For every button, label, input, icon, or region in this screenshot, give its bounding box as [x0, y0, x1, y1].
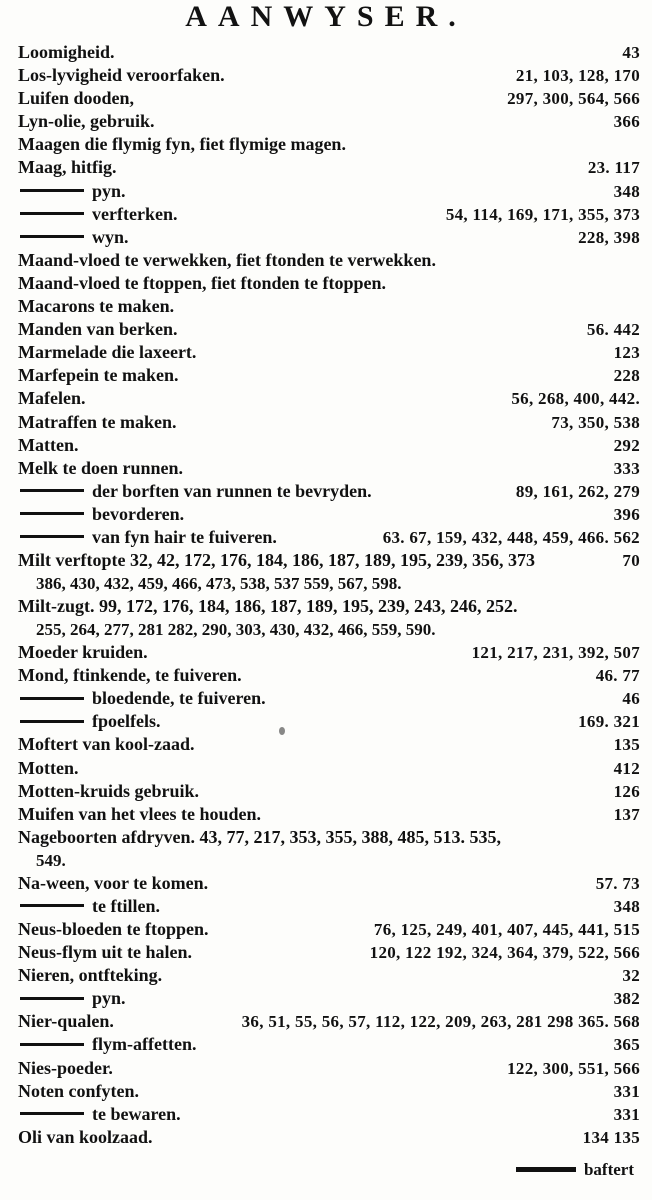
entry-label: [18, 549, 535, 572]
index-entry: [18, 457, 640, 480]
entry-pages: 348: [613, 896, 640, 916]
entry-pages: 120, 122 192, 324, 364, 379, 522, 566: [369, 943, 640, 963]
entry-label: [18, 434, 78, 457]
entry-label-text: bloedende, te fuiveren.: [92, 688, 266, 709]
entry-label: [18, 757, 78, 780]
entry-pages: 56, 268, 400, 442.: [511, 389, 640, 409]
entry-label-text: Nageboorten afdryven. 43, 77, 217, 353, 355, 388, 485, 513. 535,: [18, 826, 501, 847]
index-entry: [18, 918, 640, 941]
index-entry: [18, 272, 640, 295]
entry-pages: 54, 114, 169, 171, 355, 373: [445, 204, 640, 224]
ditto-dash: [20, 1043, 84, 1046]
entry-pages: 70: [622, 551, 640, 571]
entry-label: [18, 826, 501, 849]
entry-label: [18, 1010, 114, 1033]
index-entry: [18, 133, 640, 156]
index-entry: [18, 826, 640, 872]
entry-label: [18, 156, 117, 179]
ditto-dash: [20, 997, 84, 1000]
index-entry: [18, 203, 640, 226]
entry-pages: 23. 117: [587, 158, 640, 178]
entry-label: [18, 1057, 113, 1080]
entry-label: [18, 1126, 153, 1149]
entry-label: [20, 1033, 196, 1056]
entry-pages: 32: [622, 966, 640, 986]
entry-label-text: Motten-kruids gebruik.: [18, 780, 200, 801]
entry-pages: 396: [613, 504, 640, 524]
entry-label-text: pyn.: [92, 180, 126, 201]
entry-label: [18, 872, 208, 895]
index-entry: [18, 341, 640, 364]
entry-pages: 134 135: [582, 1127, 640, 1147]
entry-pages: 56. 442: [586, 320, 640, 340]
index-entry: [18, 387, 640, 410]
entry-label: [18, 41, 115, 64]
entry-label-text: Matten.: [18, 434, 79, 455]
index-entry: [18, 964, 640, 987]
index-entry: [18, 364, 640, 387]
entry-label-text: Maagen die flymig fyn, fiet flymige magen.: [18, 134, 346, 155]
entry-label: [18, 295, 174, 318]
entry-label: [18, 733, 194, 756]
index-entry: [18, 664, 640, 687]
entry-label-text: Matraffen te maken.: [18, 411, 177, 432]
entry-label-text: Loomigheid.: [18, 42, 115, 62]
entry-label-text: Los-lyvigheid veroorfaken.: [18, 65, 225, 86]
entry-pages: 73, 350, 538: [551, 412, 640, 432]
entry-pages: 63. 67, 159, 432, 448, 459, 466. 562: [382, 527, 640, 547]
index-entry: [18, 180, 640, 203]
entry-label: [20, 203, 177, 226]
index-entry: [18, 641, 640, 664]
ditto-dash: [20, 720, 84, 723]
entry-pages: 333: [613, 458, 640, 478]
entry-label-text: Motten.: [18, 757, 79, 778]
index-list: [18, 41, 640, 1149]
entry-pages: 89, 161, 262, 279: [515, 481, 640, 501]
entry-label-text: der borften van runnen te bevryden.: [92, 480, 372, 501]
entry-pages: 228, 398: [578, 227, 640, 247]
entry-label-text: Manden van berken.: [18, 319, 178, 340]
catchword-text: baftert: [583, 1160, 634, 1179]
entry-pages: 121, 217, 231, 392, 507: [471, 643, 640, 663]
index-entry: [18, 1103, 640, 1126]
entry-label-text: Luifen dooden,: [18, 88, 135, 109]
ditto-dash: [20, 1112, 84, 1115]
index-entry: [18, 895, 640, 918]
index-entry: [18, 249, 640, 272]
entry-label-text: Maag, hitfig.: [18, 157, 117, 178]
index-entry: [18, 872, 640, 895]
entry-pages: 412: [613, 758, 640, 778]
index-entry: [18, 941, 640, 964]
index-entry: [18, 1126, 640, 1149]
entry-label: [18, 249, 436, 272]
entry-label-text: Nieren, ontfteking.: [18, 965, 163, 986]
entry-label-text: Milt verftopte 32, 42, 172, 176, 184, 186, 187, 189, 195, 239, 356, 373: [18, 550, 535, 571]
index-entry: [18, 1057, 640, 1080]
entry-pages: 46: [622, 689, 640, 709]
entry-pages: 21, 103, 128, 170: [515, 66, 640, 86]
ditto-dash: [20, 904, 84, 907]
entry-pages: 297, 300, 564, 566: [507, 89, 640, 109]
entry-label-text: Neus-flym uit te halen.: [18, 942, 192, 963]
index-entry: [18, 595, 640, 641]
entry-label-text: Nier-qualen.: [18, 1011, 114, 1032]
entry-label: [20, 226, 129, 249]
entry-pages: 43: [622, 43, 640, 62]
entry-pages: 382: [613, 989, 640, 1009]
index-entry: [18, 110, 640, 133]
entry-label: [18, 364, 178, 387]
entry-label-text: fpoelfels.: [92, 711, 161, 732]
entry-pages: 228: [613, 366, 640, 386]
entry-label: [18, 272, 386, 295]
entry-pages: 169. 321: [578, 712, 640, 732]
entry-label: [20, 480, 372, 503]
entry-pages: 46. 77: [595, 666, 640, 686]
index-entry: [18, 226, 640, 249]
index-entry: [18, 687, 640, 710]
entry-pages: 123: [613, 343, 640, 363]
ditto-dash: [20, 235, 84, 238]
index-entry: [18, 318, 640, 341]
entry-label-text: Milt-zugt. 99, 172, 176, 184, 186, 187, 189, 195, 239, 243, 246, 252.: [18, 596, 518, 617]
entry-label: [18, 664, 242, 687]
entry-label-text: van fyn hair te fuiveren.: [92, 526, 277, 547]
entry-label-text: Marfepein te maken.: [18, 365, 179, 386]
entry-pages: 292: [613, 435, 640, 455]
entry-label: [20, 710, 160, 733]
entry-label: [18, 87, 134, 110]
entry-label-text: Maand-vloed te ftoppen, fiet ftonden te ftoppen.: [18, 272, 386, 293]
entry-label-text: Maand-vloed te verwekken, fiet ftonden te verwekken.: [18, 249, 436, 270]
index-entry: [18, 710, 640, 733]
entry-label: [18, 133, 346, 156]
ditto-dash: [20, 489, 84, 492]
index-entry: [18, 1080, 640, 1103]
entry-label: [20, 987, 126, 1010]
entry-label-text: flym-affetten.: [92, 1034, 197, 1055]
entry-label: [18, 110, 155, 133]
entry-label-text: Lyn-olie, gebruik.: [18, 111, 155, 132]
entry-label: [18, 387, 85, 410]
entry-label-text: Neus-bloeden te ftoppen.: [18, 919, 209, 939]
index-entry: [18, 503, 640, 526]
entry-continuation: 255, 264, 277, 281 282, 290, 303, 430, 432, 466, 559, 590.: [36, 620, 436, 640]
entry-pages: 366: [613, 112, 640, 132]
entry-label: [18, 803, 261, 826]
entry-continuation: 386, 430, 432, 459, 466, 473, 538, 537 559, 567, 598.: [36, 574, 402, 594]
entry-label: [18, 411, 176, 434]
index-entry: [18, 1010, 640, 1033]
entry-label: [18, 64, 225, 87]
index-entry: [18, 480, 640, 503]
entry-pages: 331: [613, 1081, 640, 1101]
ditto-dash: [20, 212, 84, 215]
entry-label: [18, 780, 199, 803]
entry-label-text: Noten confyten.: [18, 1080, 139, 1101]
entry-label: [20, 503, 184, 526]
entry-label-text: verfterken.: [92, 203, 178, 224]
entry-label: [18, 941, 192, 964]
catchword: [516, 1160, 634, 1180]
entry-label-text: Nies-poeder.: [18, 1057, 113, 1078]
entry-pages: 36, 51, 55, 56, 57, 112, 122, 209, 263, 281 298 365. 568: [241, 1012, 640, 1032]
entry-label-text: pyn.: [92, 988, 126, 1009]
entry-label: [18, 595, 517, 618]
entry-label-text: Muifen van het vlees te houden.: [18, 803, 261, 824]
index-entry: [18, 156, 640, 179]
index-entry: [18, 41, 640, 64]
entry-label-text: Moeder kruiden.: [18, 642, 148, 663]
index-entry: [18, 987, 640, 1010]
index-entry: [18, 803, 640, 826]
index-entry: [18, 87, 640, 110]
entry-label: [20, 895, 160, 918]
index-entry: [18, 295, 640, 318]
entry-label-text: te bewaren.: [92, 1103, 181, 1124]
index-entry: [18, 434, 640, 457]
ink-blot: [279, 727, 285, 735]
index-entry: [18, 549, 640, 595]
entry-label-text: bevorderen.: [92, 503, 185, 524]
entry-label-text: Na-ween, voor te komen.: [18, 872, 209, 893]
entry-continuation: 549.: [36, 850, 66, 870]
entry-label: [20, 526, 277, 549]
entry-pages: 365: [613, 1035, 640, 1055]
entry-label: [18, 918, 209, 941]
ditto-dash: [20, 189, 84, 192]
entry-label: [20, 180, 126, 203]
entry-pages: 348: [613, 181, 640, 201]
index-entry: [18, 526, 640, 549]
index-entry: [18, 733, 640, 756]
ditto-dash: [20, 535, 84, 538]
ditto-dash: [20, 512, 84, 515]
entry-label-text: Mond, ftinkende, te fuiveren.: [18, 665, 242, 686]
entry-pages: 331: [613, 1104, 640, 1124]
entry-label-text: te ftillen.: [92, 895, 160, 916]
entry-label: [18, 964, 162, 987]
entry-pages: 122, 300, 551, 566: [507, 1058, 640, 1078]
entry-label: [18, 341, 196, 364]
entry-label-text: Marmelade die laxeert.: [18, 342, 197, 363]
entry-label-text: Mafelen.: [18, 388, 86, 409]
entry-pages: 126: [613, 781, 640, 801]
dash-rule: [516, 1167, 576, 1172]
ditto-dash: [20, 697, 84, 700]
entry-label-text: Oli van koolzaad.: [18, 1126, 153, 1147]
entry-label-text: Macarons te maken.: [18, 296, 175, 317]
entry-label-text: Moftert van kool-zaad.: [18, 734, 195, 755]
entry-pages: 57. 73: [595, 873, 640, 893]
entry-label: [18, 457, 183, 480]
index-entry: [18, 1033, 640, 1056]
index-entry: [18, 780, 640, 803]
entry-label: [18, 318, 178, 341]
entry-label-text: Melk te doen runnen.: [18, 457, 184, 478]
entry-label-text: wyn.: [92, 226, 129, 247]
entry-pages: 137: [613, 804, 640, 824]
entry-label: [18, 641, 148, 664]
index-entry: [18, 411, 640, 434]
index-entry: [18, 64, 640, 87]
entry-label: [20, 687, 266, 710]
entry-pages: 135: [613, 735, 640, 755]
entry-label: [20, 1103, 181, 1126]
page-title: AANWYSER.: [185, 0, 467, 33]
index-entry: [18, 757, 640, 780]
entry-pages: 76, 125, 249, 401, 407, 445, 441, 515: [373, 920, 640, 939]
entry-label: [18, 1080, 139, 1103]
